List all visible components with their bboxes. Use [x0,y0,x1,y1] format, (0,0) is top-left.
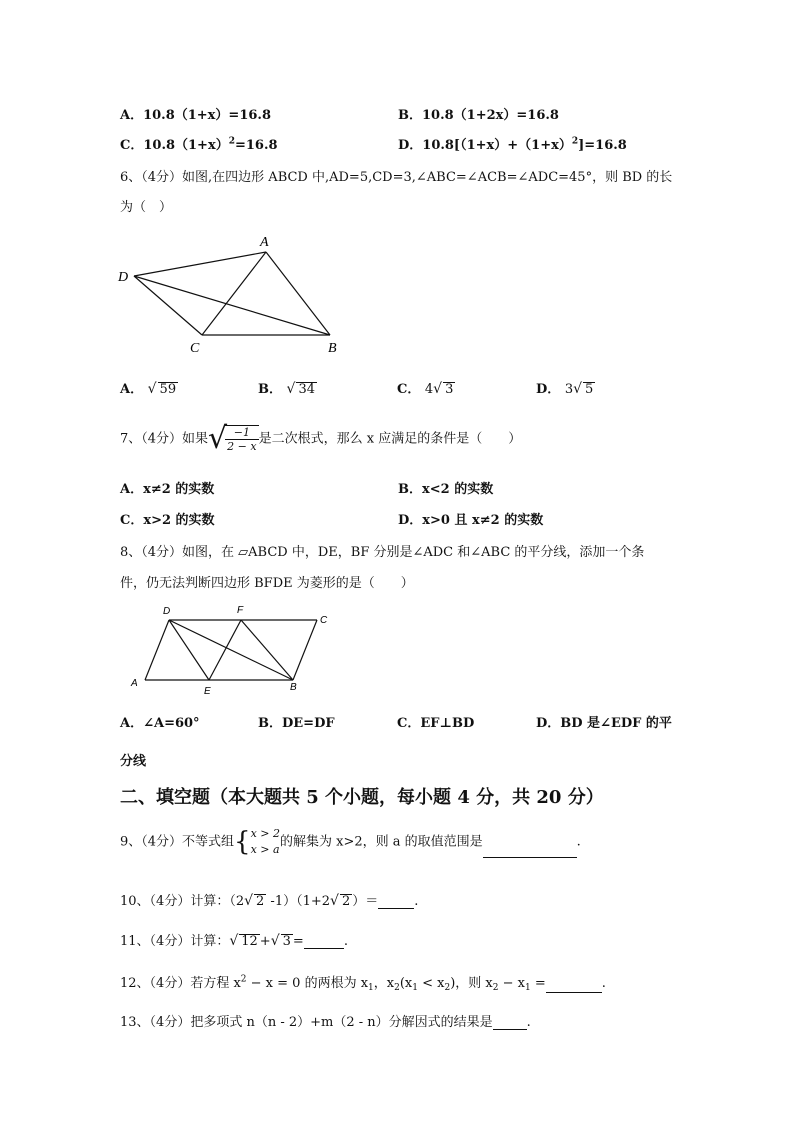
q12-mid3: (x [399,976,413,991]
q8-text-line1: 8、（4分）如图，在 ▱ABCD 中，DE，BF 分别是∠ADC 和∠ABC 的平分线，添加一个条 [120,545,645,560]
q12-sup: 2 [240,974,247,985]
q13-text [120,1011,531,1030]
q6-option-a-radicand: 59 [159,382,177,397]
q10-radicand-2: 2 [341,894,351,909]
q12-mid5: )，则 x [450,976,493,991]
q5-option-c-sup: 2 [228,136,235,147]
q11-text: 11、（4分）计算：√ 12 +√ 3 = . [120,933,348,949]
q8-label-e: E [204,686,211,697]
q12-answer-blank[interactable] [546,980,602,993]
q5-option-c [120,134,278,153]
q9-prefix: 9、（4分）不等式组 [120,834,235,850]
q5-option-c-post: =16.8 [234,138,278,153]
q12-mid2: ，x [373,976,395,991]
q12-mid4: < x [417,976,445,991]
q6-text-line2: 为（ ） [120,200,173,215]
q5-option-d-post: ]=16.8 [578,138,627,153]
q7-numerator: −1 [225,426,258,440]
q8-text-line2: 件，仍无法判断四边形 BFDE 为菱形的是（ ） [120,576,414,591]
q11-end: . [343,934,348,949]
q6-label-c: C [190,341,200,356]
q10-radicand-1: 2 [256,894,265,909]
q12-end: . [601,976,606,991]
q11-plus: + [259,934,271,949]
q7-text: 7、（4分）如果√ $\frac{-1}{2 - x}$ 是二次根式，那么 x 应满足的条件是（ ） [120,421,522,456]
q12-prefix: 12、（4分）若方程 x [120,976,241,991]
q11-suffix: = [292,934,304,949]
q8-option-c: C．EF⊥BD [397,716,475,731]
q6-text-line1: 6、（4分）如图,在四边形 ABCD 中,AD=5,CD=3,∠ABC=∠ACB=∠ADC=45°，则 BD 的长 [120,170,673,185]
q8-label-f: F [237,605,244,616]
q6-option-b: B． √ 34 [258,381,315,397]
q8-option-d-continued: 分线 [120,754,147,769]
q6-option-c-coef: 4 [424,382,434,397]
q6-label-a: A [260,235,269,250]
q8-parallelogram-figure [125,600,345,700]
q5-option-d-pre: D．10.8[（1+x）+（1+x） [398,138,572,153]
q6-option-c-label: C． [397,382,421,397]
q6-option-b-radicand: 34 [298,382,315,397]
q8-option-a: A．∠A=60° [120,716,200,731]
q7-prefix: 7、（4分）如果 [120,431,209,447]
q7-fraction [225,425,258,453]
q9-end: . [576,834,581,850]
q11-radicand-2: 3 [282,934,291,949]
q8-label-a: A [131,678,138,689]
q12-mid6: − x [498,976,525,991]
q8-label-d: D [163,606,171,617]
q7-option-d: D．x>0 且 x≠2 的实数 [398,513,544,528]
q12-mid1: − x = 0 的两根为 x [246,976,369,991]
q8-option-b: B．DE=DF [258,716,335,731]
q6-label-d: D [118,270,129,285]
q6-option-c-radicand: 3 [445,382,454,397]
q12-suffix: = [530,976,546,991]
q9-inequality-system [251,826,280,858]
q12-sub2: 2 [394,983,400,993]
q9-answer-blank[interactable] [483,845,577,858]
q6-option-b-label: B． [258,382,282,397]
q6-option-d-radicand: 5 [585,382,594,397]
q6-option-d-coef: 3 [564,382,574,397]
q8-option-d: D．BD 是∠EDF 的平 [536,716,672,731]
q8-label-c: C [320,615,328,626]
q5-option-d [398,134,627,153]
q7-suffix: 是二次根式，那么 x 应满足的条件是（ ） [258,431,522,447]
q7-option-a: A．x≠2 的实数 [120,482,215,497]
q10-mid: -1）（1+2 [266,894,331,909]
q6-quadrilateral-figure [110,230,360,360]
q10-end: . [414,894,419,909]
section-fill-in-blank-title: 二、填空题（本大题共 5 个小题，每小题 4 分，共 20 分） [120,787,604,808]
q7-option-b: B．x<2 的实数 [398,482,494,497]
q6-option-c: C． 4√ 3 [397,381,454,397]
q12-sub4: 2 [444,983,451,993]
q9-suffix: 的解集为 x>2，则 a 的取值范围是 [280,834,483,850]
q13-end: . [526,1015,531,1030]
q5-option-d-sup: 2 [571,136,579,147]
q10-answer-blank[interactable] [378,896,414,909]
q6-option-a: A． √ 59 [120,381,177,397]
q9-inequality-1: x > 2 [250,827,281,840]
q11-prefix: 11、（4分）计算： [120,934,230,949]
q11-radicand-1: 12 [241,934,258,949]
q12-sub5: 2 [492,983,499,993]
q7-option-c: C．x>2 的实数 [120,513,215,528]
q12-text [120,972,606,993]
q6-option-d: D． 3√ 5 [536,381,594,397]
q13-answer-blank[interactable] [493,1017,527,1030]
q6-option-d-label: D． [536,382,561,397]
q6-label-b: B [328,341,337,356]
q13-body: 13、（4分）把多项式 n（n - 2）+m（2 - n）分解因式的结果是 [120,1015,493,1030]
q9-inequality-2: x > a [250,843,280,856]
q5-option-b: B．10.8（1+2x）=16.8 [398,108,559,123]
q5-option-a: A．10.8（1+x）=16.8 [120,108,271,123]
q8-label-b: B [290,682,297,693]
q11-answer-blank[interactable] [304,936,344,949]
q6-option-a-label: A． [120,382,144,397]
q10-suffix: ）＝ [352,894,379,909]
q7-denominator: 2 − x [227,440,257,453]
q12-sub1: 1 [368,983,374,993]
q10-prefix: 10、（4分）计算：（2 [120,894,245,909]
q9-text: 9、（4分）不等式组{ x > 2 x > a 的解集为 x>2，则 a 的取值范围是 . [120,827,581,857]
q10-text: 10、（4分）计算：（2√ 2 -1）（1+2√ 2 ）＝ . [120,893,419,909]
q12-sub6: 1 [525,983,531,993]
q5-option-c-pre: C．10.8（1+x） [120,138,229,153]
q12-sub3: 1 [412,983,418,993]
